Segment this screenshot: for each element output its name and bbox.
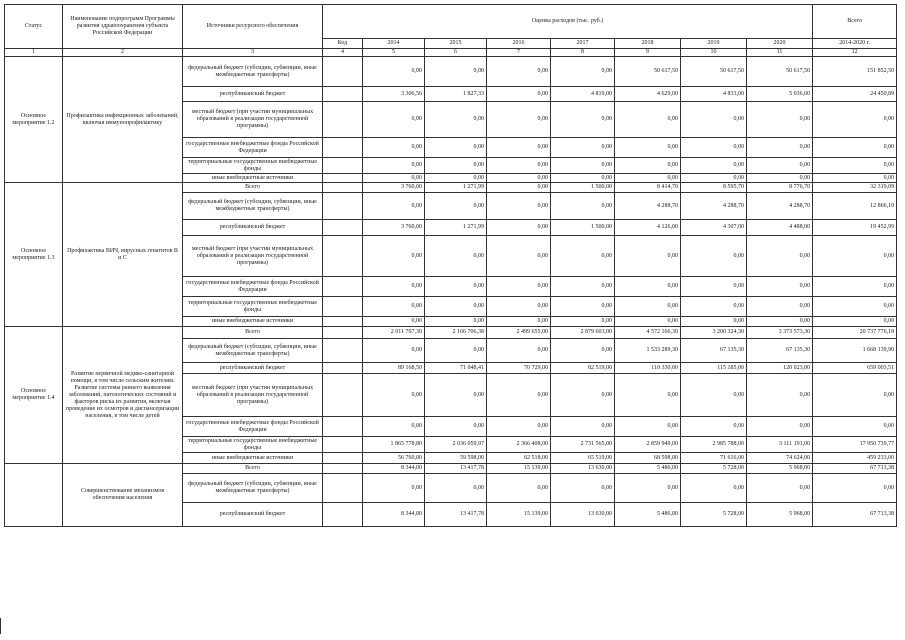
total-value-cell: 459 233,00 xyxy=(813,453,897,464)
year-value-cell: 0,00 xyxy=(681,236,747,277)
source-cell: государственные внебюджетные фонды Российской Федерации xyxy=(183,277,323,297)
year-value-cell: 68 598,00 xyxy=(615,453,681,464)
year-value-cell: 0,00 xyxy=(425,193,487,220)
total-value-cell: 0,00 xyxy=(813,236,897,277)
total-value-cell: 67 713,38 xyxy=(813,503,897,527)
year-value-cell: 0,00 xyxy=(551,317,615,327)
year-value-cell: 0,00 xyxy=(615,474,681,503)
year-value-cell: 4 488,00 xyxy=(747,220,813,236)
year-value-cell: 2 731 565,00 xyxy=(551,437,615,453)
header-estimate: Оценка расходов (тыс. руб.) xyxy=(323,5,813,39)
year-value-cell: 0,00 xyxy=(747,417,813,437)
year-value-cell: 0,00 xyxy=(487,417,551,437)
year-value-cell: 0,00 xyxy=(615,297,681,317)
source-cell: территориальные государственные внебюджетные фонды xyxy=(183,437,323,453)
year-value-cell: 0,00 xyxy=(551,236,615,277)
year-value-cell: 0,00 xyxy=(747,317,813,327)
code-cell xyxy=(323,317,363,327)
year-value-cell: 89 168,50 xyxy=(363,363,425,374)
code-cell xyxy=(323,220,363,236)
year-value-cell: 4 819,00 xyxy=(551,87,615,102)
total-value-cell: 24 450,89 xyxy=(813,87,897,102)
source-cell: республиканский бюджет xyxy=(183,363,323,374)
source-cell: территориальные государственные внебюджетные фонды xyxy=(183,297,323,317)
source-cell: иные внебюджетные источники xyxy=(183,174,323,183)
year-value-cell: 62 518,00 xyxy=(487,453,551,464)
year-value-cell: 3 306,56 xyxy=(363,87,425,102)
year-value-cell: 4 288,70 xyxy=(681,193,747,220)
code-cell xyxy=(323,102,363,138)
year-value-cell: 0,00 xyxy=(363,158,425,174)
total-value-cell: 0,00 xyxy=(813,158,897,174)
code-cell xyxy=(323,363,363,374)
header-code: Код xyxy=(323,39,363,49)
year-value-cell: 0,00 xyxy=(487,317,551,327)
year-value-cell: 67 135,30 xyxy=(681,339,747,363)
source-cell: Всего xyxy=(183,183,323,193)
year-value-cell: 0,00 xyxy=(425,158,487,174)
code-cell xyxy=(323,464,363,474)
year-value-cell: 65 519,00 xyxy=(551,453,615,464)
code-cell xyxy=(323,417,363,437)
year-value-cell: 0,00 xyxy=(487,174,551,183)
year-value-cell: 3 760,00 xyxy=(363,183,425,193)
year-value-cell: 0,00 xyxy=(363,193,425,220)
year-value-cell: 2 011 707,30 xyxy=(363,327,425,339)
year-value-cell: 2 166 706,38 xyxy=(425,327,487,339)
year-value-cell: 0,00 xyxy=(551,339,615,363)
code-cell xyxy=(323,158,363,174)
code-cell xyxy=(323,327,363,339)
year-value-cell: 3 760,00 xyxy=(363,220,425,236)
year-value-cell: 0,00 xyxy=(681,158,747,174)
column-number: 7 xyxy=(487,49,551,57)
header-year: 2015 xyxy=(425,39,487,49)
column-number: 12 xyxy=(813,49,897,57)
source-cell: республиканский бюджет xyxy=(183,220,323,236)
program-cell: Профилактика инфекционных заболеваний, включая иммунопрофилактику xyxy=(63,57,183,183)
year-value-cell: 0,00 xyxy=(487,87,551,102)
source-cell: местный бюджет (при участии муниципальных образований в реализации государственной программы) xyxy=(183,236,323,277)
year-value-cell: 15 139,00 xyxy=(487,503,551,527)
year-value-cell: 8 414,70 xyxy=(615,183,681,193)
year-value-cell: 0,00 xyxy=(425,374,487,417)
year-value-cell: 0,00 xyxy=(363,236,425,277)
code-cell xyxy=(323,57,363,87)
source-cell: государственные внебюджетные фонды Российской Федерации xyxy=(183,417,323,437)
year-value-cell: 0,00 xyxy=(363,102,425,138)
column-number: 6 xyxy=(425,49,487,57)
year-value-cell: 4 288,70 xyxy=(615,193,681,220)
year-value-cell: 0,00 xyxy=(551,158,615,174)
source-cell: иные внебюджетные источники xyxy=(183,317,323,327)
year-value-cell: 0,00 xyxy=(363,174,425,183)
year-value-cell: 0,00 xyxy=(487,158,551,174)
header-year: 2016 xyxy=(487,39,551,49)
year-value-cell: 1 533 289,30 xyxy=(615,339,681,363)
year-value-cell: 5 968,00 xyxy=(747,503,813,527)
year-value-cell: 0,00 xyxy=(363,297,425,317)
column-number: 8 xyxy=(551,49,615,57)
year-value-cell: 8 344,00 xyxy=(363,503,425,527)
year-value-cell: 0,00 xyxy=(487,277,551,297)
year-value-cell: 0,00 xyxy=(747,102,813,138)
year-value-cell: 4 307,00 xyxy=(681,220,747,236)
header-total: Всего xyxy=(813,5,897,39)
year-value-cell: 0,00 xyxy=(551,174,615,183)
column-number: 9 xyxy=(615,49,681,57)
year-value-cell: 0,00 xyxy=(487,297,551,317)
year-value-cell: 4 572 166,30 xyxy=(615,327,681,339)
source-cell: государственные внебюджетные фонды Российской Федерации xyxy=(183,138,323,158)
year-value-cell: 0,00 xyxy=(487,474,551,503)
year-value-cell: 0,00 xyxy=(425,317,487,327)
year-value-cell: 0,00 xyxy=(487,339,551,363)
year-value-cell: 0,00 xyxy=(487,193,551,220)
source-cell: иные внебюджетные источники xyxy=(183,453,323,464)
year-value-cell: 0,00 xyxy=(363,317,425,327)
year-value-cell: 1 271,99 xyxy=(425,183,487,193)
year-value-cell: 0,00 xyxy=(363,277,425,297)
table-row xyxy=(5,183,897,193)
year-value-cell: 0,00 xyxy=(363,57,425,87)
program-cell: Развитие первичной медико-санитарной помощи, в том числе сельским жителям. Развитие системы раннего выявления заболеваний, патологических состояний и факторов риска их развития, включая проведение их осмотров и диспансеризации населения, в том числе детей xyxy=(63,327,183,464)
total-value-cell: 0,00 xyxy=(813,374,897,417)
table-row xyxy=(5,327,897,339)
year-value-cell: 0,00 xyxy=(681,277,747,297)
year-value-cell: 0,00 xyxy=(487,57,551,87)
code-cell xyxy=(323,193,363,220)
year-value-cell: 2 366 408,00 xyxy=(487,437,551,453)
year-value-cell: 0,00 xyxy=(363,339,425,363)
year-value-cell: 0,00 xyxy=(551,474,615,503)
year-value-cell: 0,00 xyxy=(551,374,615,417)
year-value-cell: 0,00 xyxy=(615,417,681,437)
year-value-cell: 0,00 xyxy=(747,474,813,503)
year-value-cell: 67 135,30 xyxy=(747,339,813,363)
code-cell xyxy=(323,503,363,527)
year-value-cell: 13 630,00 xyxy=(551,503,615,527)
year-value-cell: 0,00 xyxy=(487,220,551,236)
year-value-cell: 0,00 xyxy=(425,339,487,363)
header-year: 2020 xyxy=(747,39,813,49)
year-value-cell: 0,00 xyxy=(551,417,615,437)
year-value-cell: 5 486,00 xyxy=(615,464,681,474)
year-value-cell: 82 519,00 xyxy=(551,363,615,374)
year-value-cell: 0,00 xyxy=(363,374,425,417)
year-value-cell: 0,00 xyxy=(747,277,813,297)
year-value-cell: 0,00 xyxy=(487,183,551,193)
table-row xyxy=(5,57,897,87)
year-value-cell: 0,00 xyxy=(425,102,487,138)
year-value-cell: 8 776,70 xyxy=(747,183,813,193)
source-cell: республиканский бюджет xyxy=(183,503,323,527)
column-number: 4 xyxy=(323,49,363,57)
program-cell: Совершенствование механизмов обеспечения населения xyxy=(63,464,183,527)
total-value-cell: 659 003,51 xyxy=(813,363,897,374)
year-value-cell: 56 760,00 xyxy=(363,453,425,464)
year-value-cell: 13 417,78 xyxy=(425,464,487,474)
total-value-cell: 0,00 xyxy=(813,317,897,327)
year-value-cell: 0,00 xyxy=(425,277,487,297)
year-value-cell: 71 048,41 xyxy=(425,363,487,374)
year-value-cell: 50 617,50 xyxy=(747,57,813,87)
year-value-cell: 4 833,00 xyxy=(681,87,747,102)
year-value-cell: 1 500,00 xyxy=(551,220,615,236)
source-cell: федеральный бюджет (субсидии, субвенции, иные межбюджетные трансферты) xyxy=(183,193,323,220)
total-value-cell: 0,00 xyxy=(813,102,897,138)
year-value-cell: 4 288,70 xyxy=(747,193,813,220)
year-value-cell: 0,00 xyxy=(615,277,681,297)
code-cell xyxy=(323,174,363,183)
year-value-cell: 0,00 xyxy=(615,158,681,174)
status-cell: Основное мероприятие 1.2 xyxy=(5,57,63,183)
year-value-cell: 1 271,99 xyxy=(425,220,487,236)
year-value-cell: 8 595,70 xyxy=(681,183,747,193)
year-value-cell: 0,00 xyxy=(747,174,813,183)
year-value-cell: 1 827,33 xyxy=(425,87,487,102)
year-value-cell: 0,00 xyxy=(747,297,813,317)
header-total-period: 2014-2020 г. xyxy=(813,39,897,49)
year-value-cell: 70 729,00 xyxy=(487,363,551,374)
year-value-cell: 0,00 xyxy=(551,138,615,158)
year-value-cell: 0,00 xyxy=(363,417,425,437)
year-value-cell: 110 330,00 xyxy=(615,363,681,374)
year-value-cell: 0,00 xyxy=(551,277,615,297)
year-value-cell: 13 417,78 xyxy=(425,503,487,527)
year-value-cell: 0,00 xyxy=(615,138,681,158)
year-value-cell: 0,00 xyxy=(615,317,681,327)
year-value-cell: 0,00 xyxy=(425,57,487,87)
year-value-cell: 0,00 xyxy=(551,57,615,87)
column-number: 5 xyxy=(363,49,425,57)
code-cell xyxy=(323,277,363,297)
year-value-cell: 0,00 xyxy=(747,236,813,277)
year-value-cell: 5 728,00 xyxy=(681,464,747,474)
year-value-cell: 0,00 xyxy=(363,138,425,158)
year-value-cell: 13 630,00 xyxy=(551,464,615,474)
year-value-cell: 0,00 xyxy=(747,158,813,174)
year-value-cell: 0,00 xyxy=(487,102,551,138)
total-value-cell: 151 852,50 xyxy=(813,57,897,87)
year-value-cell: 4 629,00 xyxy=(615,87,681,102)
year-value-cell: 120 023,00 xyxy=(747,363,813,374)
year-value-cell: 0,00 xyxy=(487,236,551,277)
year-value-cell: 2 879 603,00 xyxy=(551,327,615,339)
header-year: 2018 xyxy=(615,39,681,49)
code-cell xyxy=(323,339,363,363)
year-value-cell: 115 185,00 xyxy=(681,363,747,374)
year-value-cell: 50 617,50 xyxy=(681,57,747,87)
year-value-cell: 5 728,00 xyxy=(681,503,747,527)
total-value-cell: 0,00 xyxy=(813,174,897,183)
year-value-cell: 0,00 xyxy=(615,236,681,277)
year-value-cell: 0,00 xyxy=(681,317,747,327)
code-cell xyxy=(323,138,363,158)
source-cell: местный бюджет (при участии муниципальных образований в реализации государственной программы) xyxy=(183,374,323,417)
year-value-cell: 3 200 324,30 xyxy=(681,327,747,339)
total-value-cell: 19 452,99 xyxy=(813,220,897,236)
column-number: 2 xyxy=(63,49,183,57)
year-value-cell: 3 373 573,30 xyxy=(747,327,813,339)
year-value-cell: 2 036 059,97 xyxy=(425,437,487,453)
year-value-cell: 0,00 xyxy=(681,102,747,138)
code-cell xyxy=(323,87,363,102)
total-value-cell: 32 319,09 xyxy=(813,183,897,193)
source-cell: федеральный бюджет (субсидии, субвенции, иные межбюджетные трансферты) xyxy=(183,339,323,363)
year-value-cell: 5 036,00 xyxy=(747,87,813,102)
year-value-cell: 4 126,00 xyxy=(615,220,681,236)
header-year: 2019 xyxy=(681,39,747,49)
total-value-cell: 0,00 xyxy=(813,297,897,317)
year-value-cell: 0,00 xyxy=(425,297,487,317)
year-value-cell: 0,00 xyxy=(425,174,487,183)
column-number-row xyxy=(5,49,897,57)
year-value-cell: 2 985 788,00 xyxy=(681,437,747,453)
year-value-cell: 0,00 xyxy=(747,374,813,417)
table-row xyxy=(5,464,897,474)
year-value-cell: 0,00 xyxy=(615,174,681,183)
year-value-cell: 1 865 778,80 xyxy=(363,437,425,453)
source-cell: республиканский бюджет xyxy=(183,87,323,102)
year-value-cell: 0,00 xyxy=(551,297,615,317)
year-value-cell: 15 139,00 xyxy=(487,464,551,474)
year-value-cell: 0,00 xyxy=(425,138,487,158)
year-value-cell: 0,00 xyxy=(551,193,615,220)
total-value-cell: 0,00 xyxy=(813,474,897,503)
total-value-cell: 1 668 139,90 xyxy=(813,339,897,363)
column-number: 3 xyxy=(183,49,323,57)
year-value-cell: 0,00 xyxy=(551,102,615,138)
header-program: Наименование подпрограмм Программы развития здравоохранения субъекта Российской Федерации xyxy=(63,5,183,49)
total-value-cell: 12 866,10 xyxy=(813,193,897,220)
year-value-cell: 0,00 xyxy=(425,474,487,503)
source-cell: федеральный бюджет (субсидии, субвенции, иные межбюджетные трансферты) xyxy=(183,57,323,87)
status-cell: Основное мероприятие 1.4 xyxy=(5,327,63,464)
year-value-cell: 0,00 xyxy=(487,138,551,158)
year-value-cell: 1 500,00 xyxy=(551,183,615,193)
header-status: Статус xyxy=(5,5,63,49)
status-cell: Основное мероприятие 1.3 xyxy=(5,183,63,327)
source-cell: территориальные государственные внебюджетные фонды xyxy=(183,158,323,174)
year-value-cell: 8 344,00 xyxy=(363,464,425,474)
column-number: 10 xyxy=(681,49,747,57)
year-value-cell: 0,00 xyxy=(615,374,681,417)
year-value-cell: 5 968,00 xyxy=(747,464,813,474)
source-cell: местный бюджет (при участии муниципальных образований в реализации государственной программы) xyxy=(183,102,323,138)
header-sources: Источники ресурсного обеспечения xyxy=(183,5,323,49)
code-cell xyxy=(323,374,363,417)
year-value-cell: 0,00 xyxy=(615,102,681,138)
year-value-cell: 59 598,00 xyxy=(425,453,487,464)
year-value-cell: 0,00 xyxy=(363,474,425,503)
year-value-cell: 71 616,00 xyxy=(681,453,747,464)
code-cell xyxy=(323,297,363,317)
year-value-cell: 0,00 xyxy=(681,138,747,158)
total-value-cell: 20 737 776,18 xyxy=(813,327,897,339)
year-value-cell: 2 859 949,00 xyxy=(615,437,681,453)
year-value-cell: 3 111 191,00 xyxy=(747,437,813,453)
expense-table xyxy=(4,4,897,527)
year-value-cell: 0,00 xyxy=(681,174,747,183)
year-value-cell: 74 624,00 xyxy=(747,453,813,464)
year-value-cell: 5 486,00 xyxy=(615,503,681,527)
header-row-main xyxy=(5,5,897,39)
column-number: 1 xyxy=(5,49,63,57)
year-value-cell: 2 499 655,00 xyxy=(487,327,551,339)
source-cell: Всего xyxy=(183,464,323,474)
header-year: 2014 xyxy=(363,39,425,49)
status-cell xyxy=(5,464,63,527)
total-value-cell: 0,00 xyxy=(813,138,897,158)
program-cell: Профилактика ВИЧ, вирусных гепатитов В и С xyxy=(63,183,183,327)
column-number: 11 xyxy=(747,49,813,57)
total-value-cell: 0,00 xyxy=(813,417,897,437)
header-year: 2017 xyxy=(551,39,615,49)
code-cell xyxy=(323,183,363,193)
page-edge-mark xyxy=(0,618,1,634)
total-value-cell: 17 950 739,77 xyxy=(813,437,897,453)
year-value-cell: 0,00 xyxy=(681,417,747,437)
source-cell: Всего xyxy=(183,327,323,339)
code-cell xyxy=(323,453,363,464)
code-cell xyxy=(323,236,363,277)
year-value-cell: 0,00 xyxy=(487,374,551,417)
source-cell: федеральный бюджет (субсидии, субвенции, иные межбюджетные трансферты) xyxy=(183,474,323,503)
year-value-cell: 0,00 xyxy=(681,474,747,503)
year-value-cell: 0,00 xyxy=(681,374,747,417)
year-value-cell: 0,00 xyxy=(681,297,747,317)
year-value-cell: 0,00 xyxy=(425,417,487,437)
code-cell xyxy=(323,474,363,503)
total-value-cell: 0,00 xyxy=(813,277,897,297)
total-value-cell: 67 713,38 xyxy=(813,464,897,474)
code-cell xyxy=(323,437,363,453)
year-value-cell: 0,00 xyxy=(747,138,813,158)
year-value-cell: 0,00 xyxy=(425,236,487,277)
year-value-cell: 50 617,50 xyxy=(615,57,681,87)
